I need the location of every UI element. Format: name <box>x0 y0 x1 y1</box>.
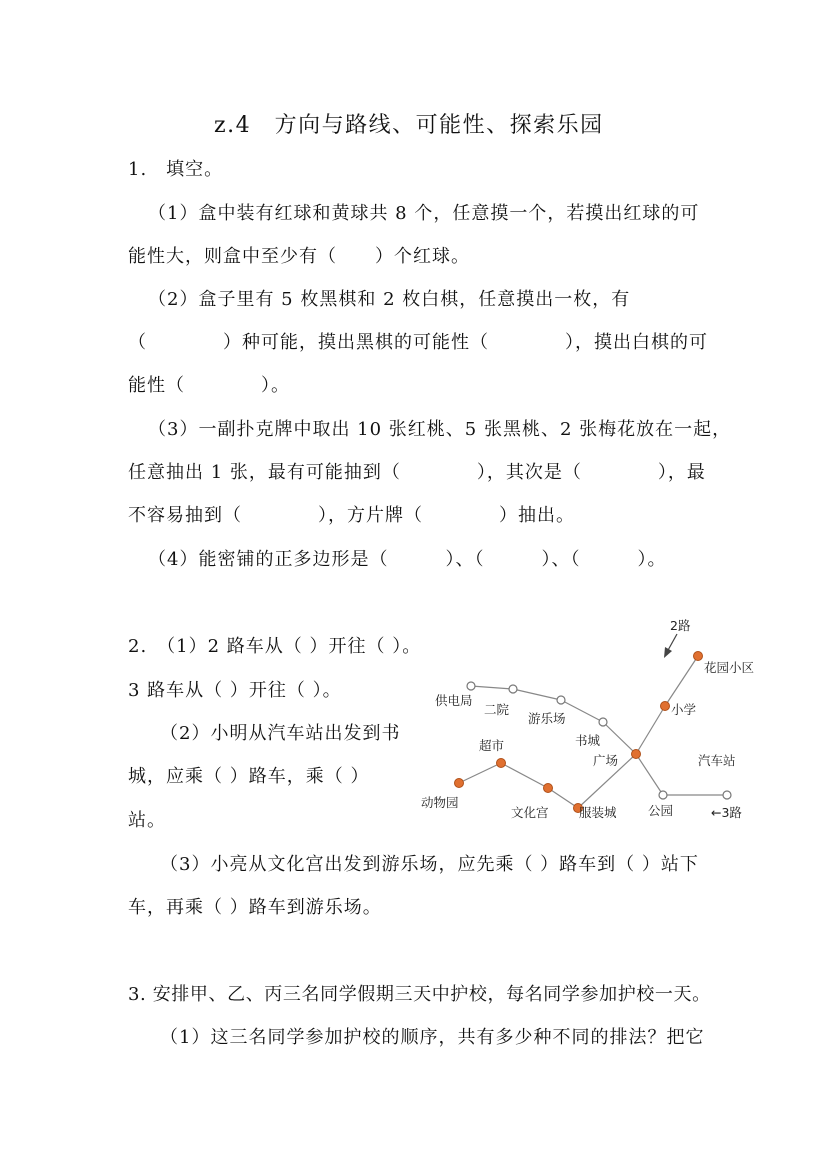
q2-line6: （3）小亮从文化宫出发到游乐场，应先乘（ ）路车到（ ）站下 <box>160 854 699 875</box>
route-line <box>561 700 603 722</box>
label-gongdianju: 供电局 <box>435 693 473 708</box>
q2-line7: 车，再乘（ ）路车到游乐场。 <box>128 897 382 918</box>
stop-gongyuan <box>659 791 667 799</box>
page-title: z.4 方向与路线、可能性、探索乐园 <box>214 113 604 138</box>
q1-part1-line2: 能性大，则盒中至少有（ ）个红球。 <box>128 246 470 267</box>
label-qichezhan: 汽车站 <box>698 753 736 768</box>
label-gongyuan: 公园 <box>648 803 674 818</box>
stop-youlechang <box>557 696 565 704</box>
stop-route3-terminal <box>723 791 731 799</box>
label-chaoshi: 超市 <box>479 738 505 753</box>
stop-dongwuyuan <box>455 779 464 788</box>
label-xiaoxue: 小学 <box>671 702 697 717</box>
route2-label: 2路 <box>670 618 691 633</box>
route-line <box>636 754 663 795</box>
q2-line4: 城，应乘（ ）路车，乘（ ） <box>128 766 370 787</box>
stop-xiaoxue <box>661 702 670 711</box>
q1-part1-line1: （1）盒中装有红球和黄球共 8 个，任意摸一个，若摸出红球的可 <box>148 203 700 224</box>
q1-part2-line3: 能性（ ）。 <box>128 375 290 396</box>
q3-line2: （1）这三名同学参加护校的顺序，共有多少种不同的排法？把它 <box>160 1027 705 1048</box>
route-line <box>548 788 578 808</box>
q1-heading: 1. 填空。 <box>128 159 224 180</box>
label-eryuan: 二院 <box>484 702 510 717</box>
q1-part2-line1: （2）盒子里有 5 枚黑棋和 2 枚白棋，任意摸出一枚，有 <box>148 289 631 310</box>
stop-huayuan <box>694 652 703 661</box>
q1-part2-line2: （ ）种可能，摸出黑棋的可能性（ ），摸出白棋的可 <box>128 332 708 353</box>
q2-line5: 站。 <box>128 810 166 831</box>
q1-part4-line1: （4）能密铺的正多边形是（ ）、（ ）、（ ）。 <box>148 549 667 570</box>
label-shucheng: 书城 <box>575 733 601 748</box>
label-wenhuagong: 文化宫 <box>511 805 549 820</box>
stop-gongdianju <box>467 682 475 690</box>
route-line <box>636 706 665 754</box>
route-line <box>603 722 636 754</box>
route-line <box>665 656 698 706</box>
label-fuzhuangcheng: 服装城 <box>579 805 617 820</box>
q2-line1: 2. （1）2 路车从（ ）开往（ ）。 <box>128 636 422 657</box>
stop-shucheng <box>599 718 607 726</box>
route-line <box>459 763 501 783</box>
label-guangchang: 广场 <box>593 753 619 768</box>
q1-part3-line2: 任意抽出 1 张，最有可能抽到（ ），其次是（ ），最 <box>128 462 706 483</box>
route-line <box>513 689 561 700</box>
q1-part3-line1: （3）一副扑克牌中取出 10 张红桃、5 张黑桃、2 张梅花放在一起， <box>148 419 732 440</box>
label-dongwuyuan: 动物园 <box>421 795 459 810</box>
stop-eryuan <box>509 685 517 693</box>
stop-chaoshi <box>497 759 506 768</box>
route-line <box>471 686 513 689</box>
stop-wenhuagong <box>544 784 553 793</box>
q2-line2: 3 路车从（ ）开往（ ）。 <box>128 680 342 701</box>
bus-route-map <box>415 610 775 835</box>
route-line <box>501 763 548 788</box>
label-huayuan: 花园小区 <box>704 660 755 675</box>
route2-arrowhead-icon <box>664 647 672 658</box>
stop-guangchang <box>632 750 641 759</box>
q2-line3: （2）小明从汽车站出发到书 <box>160 723 401 744</box>
label-youlechang: 游乐场 <box>528 711 566 726</box>
route3-label: ←3路 <box>711 805 742 820</box>
q3-line1: 3. 安排甲、乙、丙三名同学假期三天中护校，每名同学参加护校一天。 <box>128 984 711 1005</box>
q1-part3-line3: 不容易抽到（ ），方片牌（ ）抽出。 <box>128 505 575 526</box>
